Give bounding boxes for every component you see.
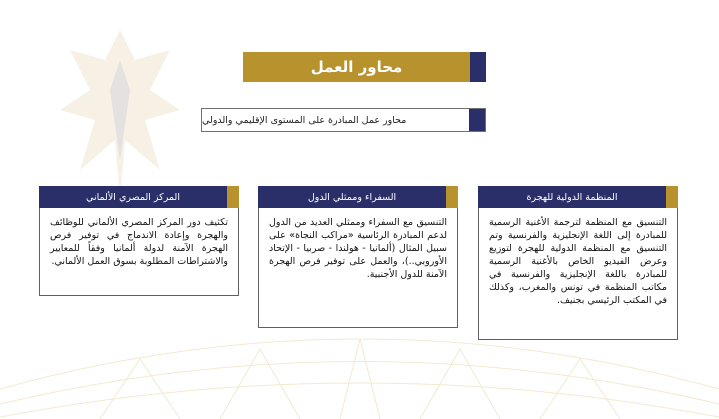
card-ambassadors [258,186,458,328]
slide-title-banner [243,52,486,82]
card-accent [446,186,458,208]
card-header [39,186,239,208]
card-heading: المنظمة الدولية للهجرة [478,186,666,208]
eagle-emblem-watermark [40,20,200,210]
card-text: التنسيق مع السفراء وممثلي العديد من الدول لدعم المبادرة الرئاسية «مراكب النجاة» على سبيل المثال (ألمانيا - هولندا - صربيا - الإتحاد الأوروبي..)، والعمل على توفير فرص الهجرة الآمنة للدول الأجنبية. [258,208,458,328]
card-egyptian-german-center [39,186,239,296]
slide-title: محاور العمل [243,52,470,82]
card-iom [478,186,678,340]
subtitle-box [201,108,486,132]
card-heading: المركز المصري الألماني [39,186,227,208]
slide-subtitle: محاور عمل المبادرة على المستوى الإقليمي والدولي [202,114,407,126]
card-heading: السفراء وممثلي الدول [258,186,446,208]
card-accent [227,186,239,208]
card-text: التنسيق مع المنظمة لترجمة الأغنية الرسمية للمبادرة إلى اللغة الإنجليزية والفرنسية وتم التنسيق مع المنظمة الدولية للهجرة لتوزيع وعرض الفيديو الخاص بالأغنية الرسمية للمبادرة باللغة الإنجليزية والفرنسية في مكاتب المنظمة في تونس والمغرب، وكذلك في المكتب الرئيسي بجنيف. [478,208,678,340]
card-header [478,186,678,208]
title-accent-bar [470,52,486,82]
subtitle-accent-bar [469,109,485,131]
card-header [258,186,458,208]
card-text: تكثيف دور المركز المصري الألماني للوظائف والهجرة وإعادة الاندماج في توفير فرص الهجرة الآمنة لدولة ألمانيا وفقاً للمعايير والاشتراطات المطلوبة بسوق العمل الألماني. [39,208,239,296]
card-accent [666,186,678,208]
